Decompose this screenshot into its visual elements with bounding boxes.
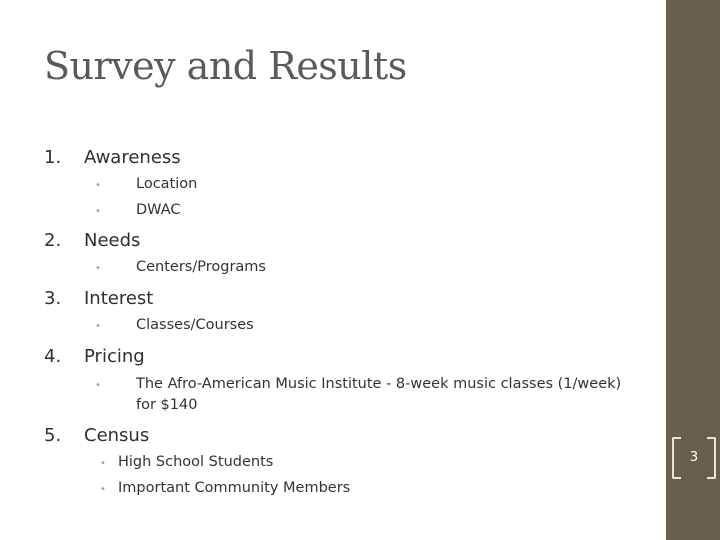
list-item: High School Students <box>118 454 274 470</box>
list-item: Centers/Programs <box>136 259 266 275</box>
slide-title: Survey and Results <box>44 44 407 88</box>
bullet-icon: • <box>95 380 101 391</box>
bullet-icon: • <box>95 180 101 191</box>
bullet-icon: • <box>95 206 101 217</box>
section-label: Pricing <box>84 346 145 367</box>
list-item: DWAC <box>136 202 181 218</box>
list-item: Location <box>136 176 198 192</box>
section-number: 3. <box>44 288 62 309</box>
section-number: 1. <box>44 147 62 168</box>
section-label: Awareness <box>84 147 181 168</box>
bullet-icon: • <box>100 484 106 495</box>
section-label: Needs <box>84 230 141 251</box>
section-number: 5. <box>44 425 62 446</box>
page-number: 3 <box>689 450 699 465</box>
list-item-continuation: for $140 <box>136 397 198 413</box>
bullet-icon: • <box>95 263 101 274</box>
section-number: 2. <box>44 230 62 251</box>
list-item: Important Community Members <box>118 480 351 496</box>
list-item: The Afro-American Music Institute - 8-week music classes (1/week) <box>136 376 622 392</box>
bullet-icon: • <box>95 321 101 332</box>
bullet-icon: • <box>100 458 106 469</box>
section-number: 4. <box>44 346 62 367</box>
page-number-badge <box>672 437 716 477</box>
section-label: Census <box>84 425 150 446</box>
list-item: Classes/Courses <box>136 317 254 333</box>
section-label: Interest <box>84 288 154 309</box>
